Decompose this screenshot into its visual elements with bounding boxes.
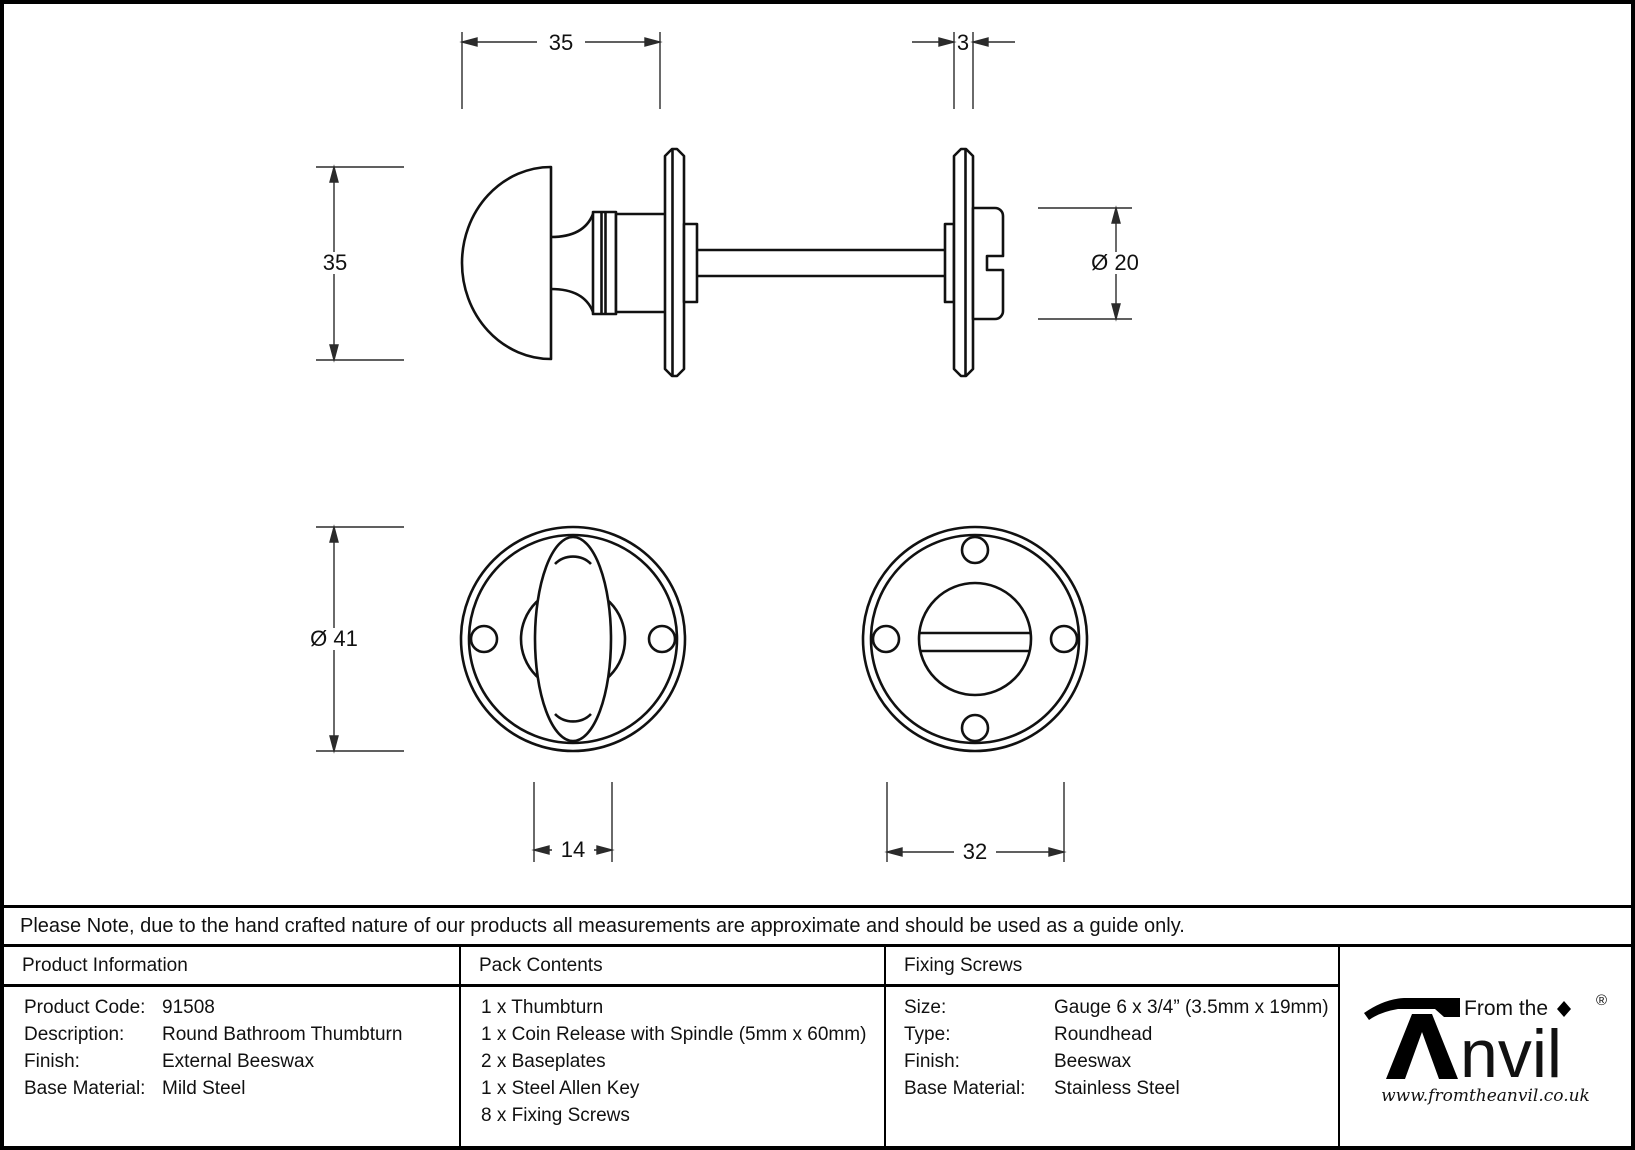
screw-hole <box>471 626 497 652</box>
svg-text:Ø 20: Ø 20 <box>1091 250 1139 275</box>
pack-contents-body <box>461 987 884 1129</box>
pack-contents-header: Pack Contents <box>461 947 884 987</box>
list-item: 1 x Thumbturn <box>481 997 604 1018</box>
svg-text:32: 32 <box>962 839 988 864</box>
table-row <box>4 994 459 1021</box>
dimension-turn-width <box>534 782 612 862</box>
list-item: 2 x Baseplates <box>481 1051 606 1072</box>
front-view-coin-release <box>863 527 1087 751</box>
dimension-coin-diameter <box>1038 208 1148 319</box>
knob-neck <box>551 214 593 237</box>
row-value: Round Bathroom Thumbturn <box>162 1024 403 1045</box>
side-view <box>462 149 1003 376</box>
row-label: Finish: <box>24 1051 80 1072</box>
row-label: Size: <box>904 997 947 1018</box>
row-label: Base Material: <box>904 1078 1026 1099</box>
svg-text:14: 14 <box>560 837 586 862</box>
diamond-icon <box>1557 1001 1571 1017</box>
table-row <box>886 1021 1338 1048</box>
thumbturn-dome <box>462 167 551 359</box>
row-label: Type: <box>904 1024 951 1045</box>
screw-hole <box>962 715 988 741</box>
row-value: Beeswax <box>1054 1051 1132 1072</box>
fixing-screws-header: Fixing Screws <box>886 947 1338 987</box>
thumbturn-oval <box>535 537 611 741</box>
baseplate-right <box>954 149 973 376</box>
anvil-icon <box>1364 998 1460 1079</box>
svg-text:35: 35 <box>322 250 348 275</box>
row-label: Base Material: <box>24 1078 146 1099</box>
logo-name: nvil <box>1459 1016 1562 1083</box>
front-view-thumbturn <box>461 527 685 751</box>
row-label: Description: <box>24 1024 125 1045</box>
baseplate-left <box>665 149 684 376</box>
product-information-body <box>4 987 459 1102</box>
anvil-logo-lockup <box>1360 987 1612 1083</box>
list-item: 8 x Fixing Screws <box>481 1105 630 1126</box>
from-the-anvil-logo <box>1360 987 1612 1106</box>
list-item: 1 x Coin Release with Spindle (5mm x 60mm) <box>481 1024 867 1045</box>
rose-inner <box>871 535 1079 743</box>
table-row <box>886 1075 1338 1102</box>
svg-text:3: 3 <box>956 30 970 55</box>
row-value: Gauge 6 x 3/4” (3.5mm x 19mm) <box>1054 997 1329 1018</box>
row-value: Mild Steel <box>162 1078 246 1099</box>
table-row <box>4 1075 459 1102</box>
fixing-screws-body <box>886 987 1338 1102</box>
svg-text:Ø 41: Ø 41 <box>310 626 358 651</box>
boss-right <box>945 224 954 302</box>
logo-website: www.fromtheanvil.co.uk <box>1381 1086 1590 1106</box>
row-value: External Beeswax <box>162 1051 315 1072</box>
spec-table <box>4 947 1631 1146</box>
row-value: Stainless Steel <box>1054 1078 1180 1099</box>
coin-release-knob <box>973 208 1003 319</box>
row-label: Finish: <box>904 1051 960 1072</box>
row-value: Roundhead <box>1054 1024 1153 1045</box>
knob-neck <box>551 289 593 312</box>
rose-outer <box>863 527 1087 751</box>
pack-contents-column <box>461 947 886 1146</box>
list-item: 1 x Steel Allen Key <box>481 1078 640 1099</box>
measurement-note <box>4 905 1631 947</box>
row-value: 91508 <box>162 997 215 1018</box>
coin-face <box>919 583 1031 695</box>
screw-hole <box>962 537 988 563</box>
dimension-rose-diameter <box>301 527 404 751</box>
product-information-header: Product Information <box>4 947 459 987</box>
registered-mark: ® <box>1595 992 1607 1009</box>
svg-text:35: 35 <box>548 30 574 55</box>
logo-from-the: From the <box>1463 997 1548 1020</box>
brand-logo-cell <box>1340 947 1631 1146</box>
technical-drawing <box>4 4 1631 905</box>
row-label: Product Code: <box>24 997 146 1018</box>
table-row <box>4 1048 459 1075</box>
dimension-hole-spacing <box>887 782 1064 864</box>
screw-hole <box>1051 626 1077 652</box>
product-information-column <box>4 947 461 1146</box>
note-text: Please Note, due to the hand crafted nature of our products all measurements are approximate and should be used as a guide only. <box>20 914 1185 937</box>
table-row <box>886 1048 1338 1075</box>
screw-hole <box>649 626 675 652</box>
table-row <box>4 1021 459 1048</box>
screw-hole <box>873 626 899 652</box>
boss-left <box>684 224 697 302</box>
dimension-knob-depth <box>462 30 660 109</box>
dimension-knob-height <box>310 167 404 360</box>
knob-barrel <box>616 214 666 312</box>
table-row <box>886 994 1338 1021</box>
fixing-screws-column <box>886 947 1340 1146</box>
dimension-plate-thickness <box>912 30 1015 109</box>
